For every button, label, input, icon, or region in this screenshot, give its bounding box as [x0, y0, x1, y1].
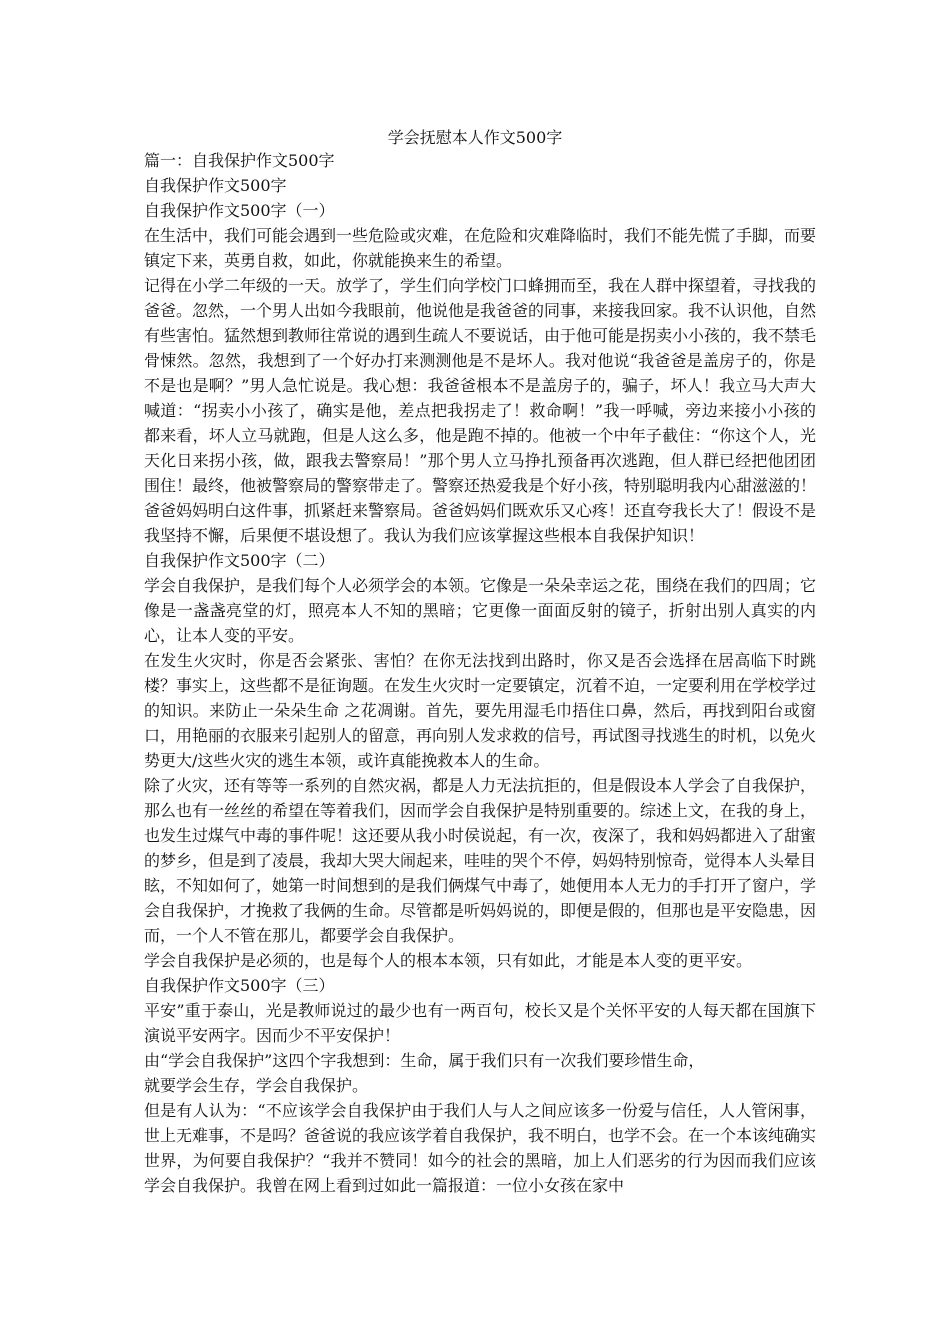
heading-section-3: 自我保护作文500字（三） — [144, 976, 335, 995]
document-title: 学会抚慰本人作文500字 — [387, 128, 563, 147]
paragraph: 除了火灾，还有等等一系列的自然灾祸，都是人力无法抗拒的，但是假设本人学会了自我保护，那么也有一丝丝的希望在等着我们，因而学会自我保护是特别重要的。综述上文，在我的身上，也发生过煤气中毒的事件呢！这还要从我小时侯说起，有一次，夜深了，我和妈妈都进入了甜蜜的梦乡，但是到了凌晨，我却大哭大闹起来，哇哇的哭个不停，妈妈特别惊奇，觉得本人头晕目眩，不知如何了，她第一时间想到的是我们俩煤气中毒了，她便用本人无力的手打开了窗户，学会自我保护，才挽救了我俩的生命。尽管都是听妈妈说的，即便是假的，但那也是平安隐患，因而，一个人不管在那儿，都要学会自我保护。 — [144, 776, 817, 945]
heading-essay: 自我保护作文500字 — [144, 176, 287, 195]
paragraph: 由“学会自我保护”这四个字我想到：生命，属于我们只有一次我们要珍惜生命， — [144, 1051, 705, 1070]
paragraph: 就要学会生存，学会自我保护。 — [144, 1076, 369, 1095]
heading-part-1: 篇一：自我保护作文500字 — [144, 151, 335, 170]
paragraph: 但是有人认为：“不应该学会自我保护由于我们人与人之间应该多一份爱与信任，人人管闲事，世上无难事，不是吗？爸爸说的我应该学着自我保护，我不明白，也学不会。在一个本该纯确实世界，为何要自我保护？“我并不赞同！如今的社会的黑暗，加上人们恶劣的行为因而我们应该学会自我保护。我曾在网上看到过如此一篇报道：一位小女孩在家中 — [144, 1101, 817, 1195]
paragraph: 在发生火灾时，你是否会紧张、害怕？在你无法找到出路时，你又是否会选择在居高临下时跳楼？事实上，这些都不是征询题。在发生火灾时一定要镇定，沉着不迫，一定要利用在学校学过的知识。来防止一朵朵生命 之花凋谢。首先，要先用湿毛巾捂住口鼻，然后，再找到阳台或窗口，用艳丽的衣服来引起别人的留意，再向别人发求救的信号，再试图寻找逃生的时机，以免火势更大/这些火灾的逃生本领，或许真能挽救本人的生命。 — [144, 651, 817, 770]
paragraph: 学会自我保护是必须的，也是每个人的根本本领，只有如此，才能是本人变的更平安。 — [144, 951, 753, 970]
document-body — [144, 148, 816, 1198]
heading-section-1: 自我保护作文500字（一） — [144, 201, 335, 220]
paragraph: 记得在小学二年级的一天。放学了，学生们向学校门口蜂拥而至，我在人群中探望着，寻找我的爸爸。忽然，一个男人出如今我眼前，他说他是我爸爸的同事，来接我回家。我不认识他，自然有些害怕。猛然想到教师往常说的遇到生疏人不要说话，由于他可能是拐卖小小孩的，我不禁毛骨悚然。忽然，我想到了一个好办打来测测他是不是坏人。我对他说“我爸爸是盖房子的，你是不是也是啊？”男人急忙说是。我心想：我爸爸根本不是盖房子的，骗子，坏人！我立马大声大喊道：“拐卖小小孩了，确实是他，差点把我拐走了！救命啊！”我一呼喊，旁边来接小小孩的都来看，坏人立马就跑，但是人这么多，他是跑不掉的。他被一个中年子截住：“你这个人，光天化日来拐小孩，做，跟我去警察局！”那个男人立马挣扎预备再次逃跑，但人群已经把他团团围住！最终，他被警察局的警察带走了。警察还热爱我是个好小孩，特别聪明我内心甜滋滋的！爸爸妈妈明白这件事，抓紧赶来警察局。爸爸妈妈们既欢乐又心疼！还直夸我长大了！假设不是我坚持不懈，后果便不堪设想了。我认为我们应该掌握这些根本自我保护知识！ — [144, 276, 817, 545]
heading-section-2: 自我保护作文500字（二） — [144, 551, 335, 570]
paragraph: 学会自我保护，是我们每个人必须学会的本领。它像是一朵朵幸运之花，围绕在我们的四周；它像是一盏盏亮堂的灯，照亮本人不知的黑暗；它更像一面面反射的镜子，折射出别人真实的内心，让本人变的平安。 — [144, 576, 817, 645]
paragraph: 在生活中，我们可能会遇到一些危险或灾难，在危险和灾难降临时，我们不能先慌了手脚，而要镇定下来，英勇自救，如此，你就能换来生的希望。 — [144, 226, 817, 270]
paragraph: 平安”重于泰山，光是教师说过的最少也有一两百句，校长又是个关怀平安的人每天都在国旗下演说平安两字。因而少不平安保护！ — [144, 1001, 816, 1045]
